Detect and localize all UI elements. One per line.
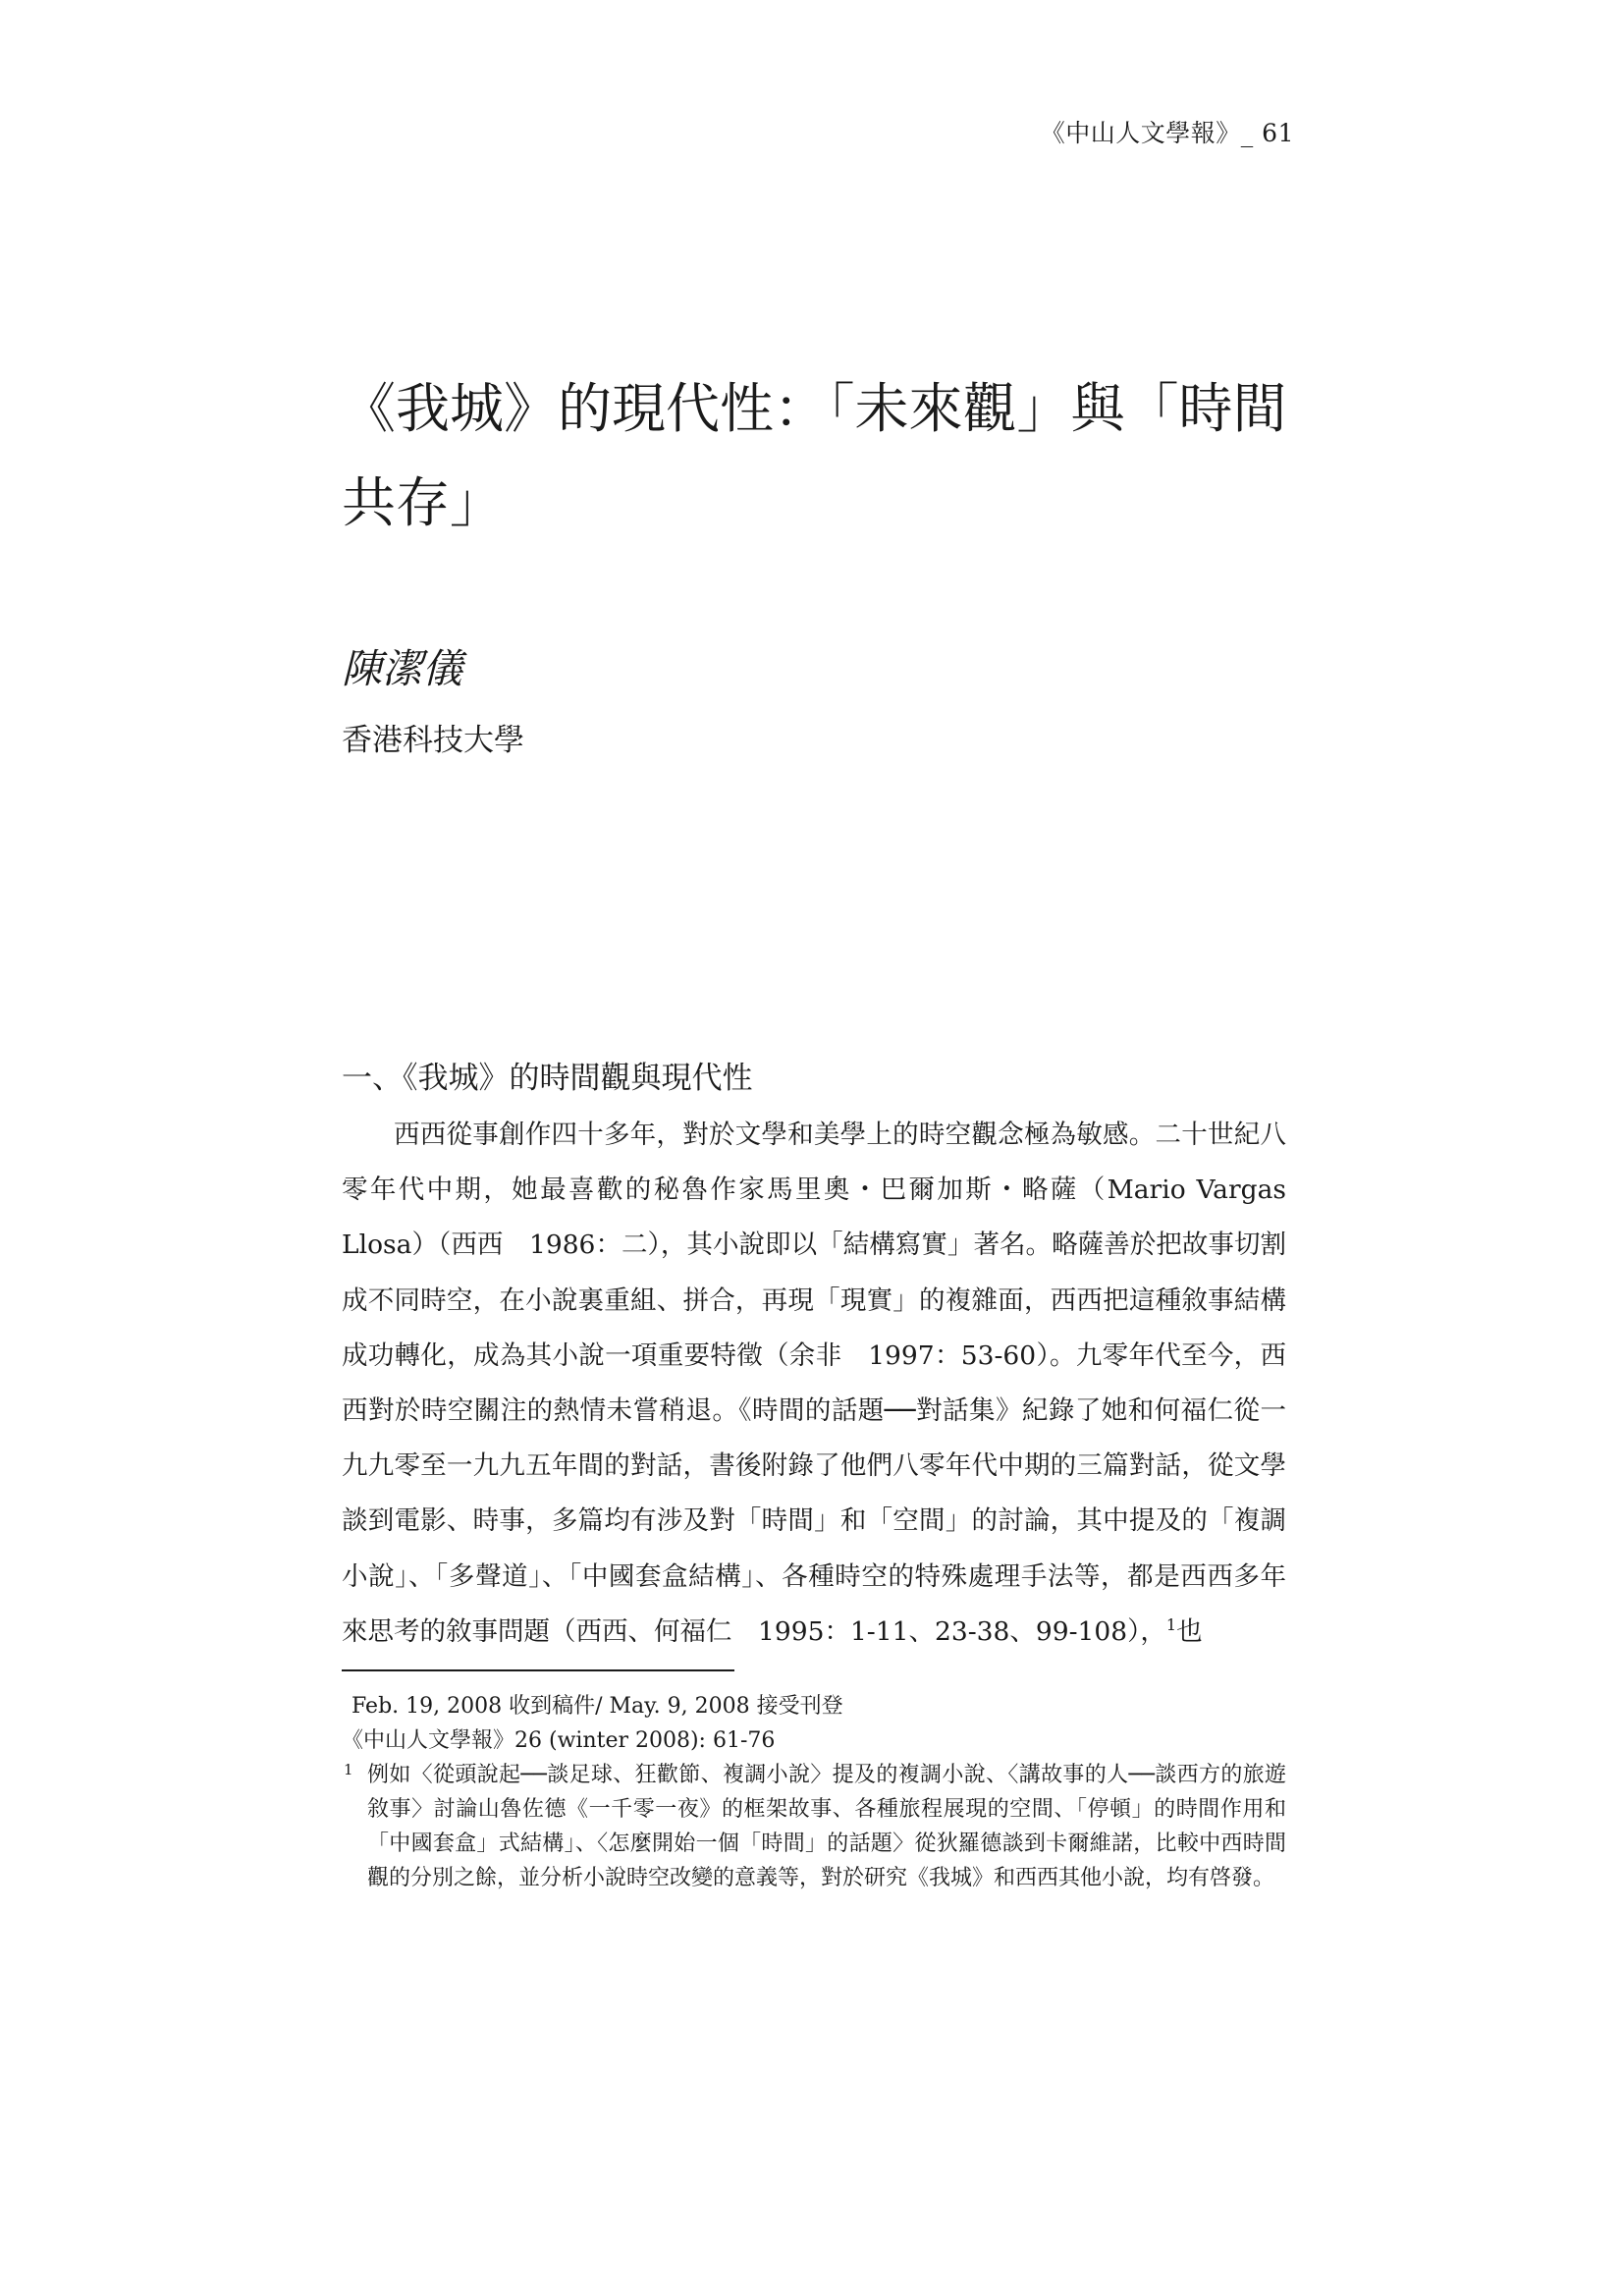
footnote-1-text: 例如〈從頭說起──談足球、狂歡節、複調小說〉提及的複調小說、〈講故事的人──談西方的旅遊敘事〉討論山魯佐德《一千零一夜》的框架故事、各種旅程展現的空間、「停頓」的時間作用和「中國套盒」式結構」、〈怎麼開始一個「時間」的話題〉從狄羅德談到卡爾維諾，比較中西時間觀的分別之餘，並分析小說時空改變的意義等，對於研究《我城》和西西其他小說，均有啓發。: [367, 1763, 1286, 1890]
footnote-divider: [342, 1669, 734, 1671]
section-heading: 一、《我城》的時間觀與現代性: [342, 1061, 753, 1096]
body-paragraph-text: 西西從事創作四十多年，對於文學和美學上的時空觀念極為敏感。二十世紀八零年代中期，她最喜歡的秘魯作家馬里奧・巴爾加斯・略薩（Mario Vargas Llosa）（西西 1986：二），其小說即以「結構寫實」著名。略薩善於把故事切割成不同時空，在小說裏重組、拼合，再現「現實」的複雜面，西西把這種敘事結構成功轉化，成為其小說一項重要特徵（余非 1997：53-60）。九零年代至今，西西對於時空關注的熱情未嘗稍退。《時間的話題──對話集》紀錄了她和何福仁從一九九零至一九九五年間的對話，書後附錄了他們八零年代中期的三篇對話，從文學談到電影、時事，多篇均有涉及對「時間」和「空間」的討論，其中提及的「複調小說」、「多聲道」、「中國套盒結構」、各種時空的特殊處理手法等，都是西西多年來思考的敘事問題（西西、何福仁 1995：1-11、23-38、99-108），: [342, 1120, 1286, 1647]
body-paragraph: [342, 1108, 1286, 1660]
author-name: 陳潔儀: [342, 645, 462, 692]
footnote-1: [342, 1758, 1286, 1895]
journal-citation: 《中山人文學報》26 (winter 2008): 61-76: [342, 1728, 776, 1753]
running-header: 《中山人文學報》_ 61: [1040, 119, 1294, 147]
footnote-1-mark: 1: [344, 1761, 353, 1778]
received-note: Feb. 19, 2008 收到稿件/ May. 9, 2008 接受刊登: [351, 1694, 843, 1719]
body-paragraph-tail: 也: [1176, 1615, 1203, 1647]
article-title: 《我城》的現代性：「未來觀」與「時間共存」: [342, 377, 1287, 534]
footnote-reference: 1: [1165, 1615, 1177, 1634]
footnotes: [342, 1689, 1286, 1895]
author-affiliation: 香港科技大學: [342, 723, 524, 758]
